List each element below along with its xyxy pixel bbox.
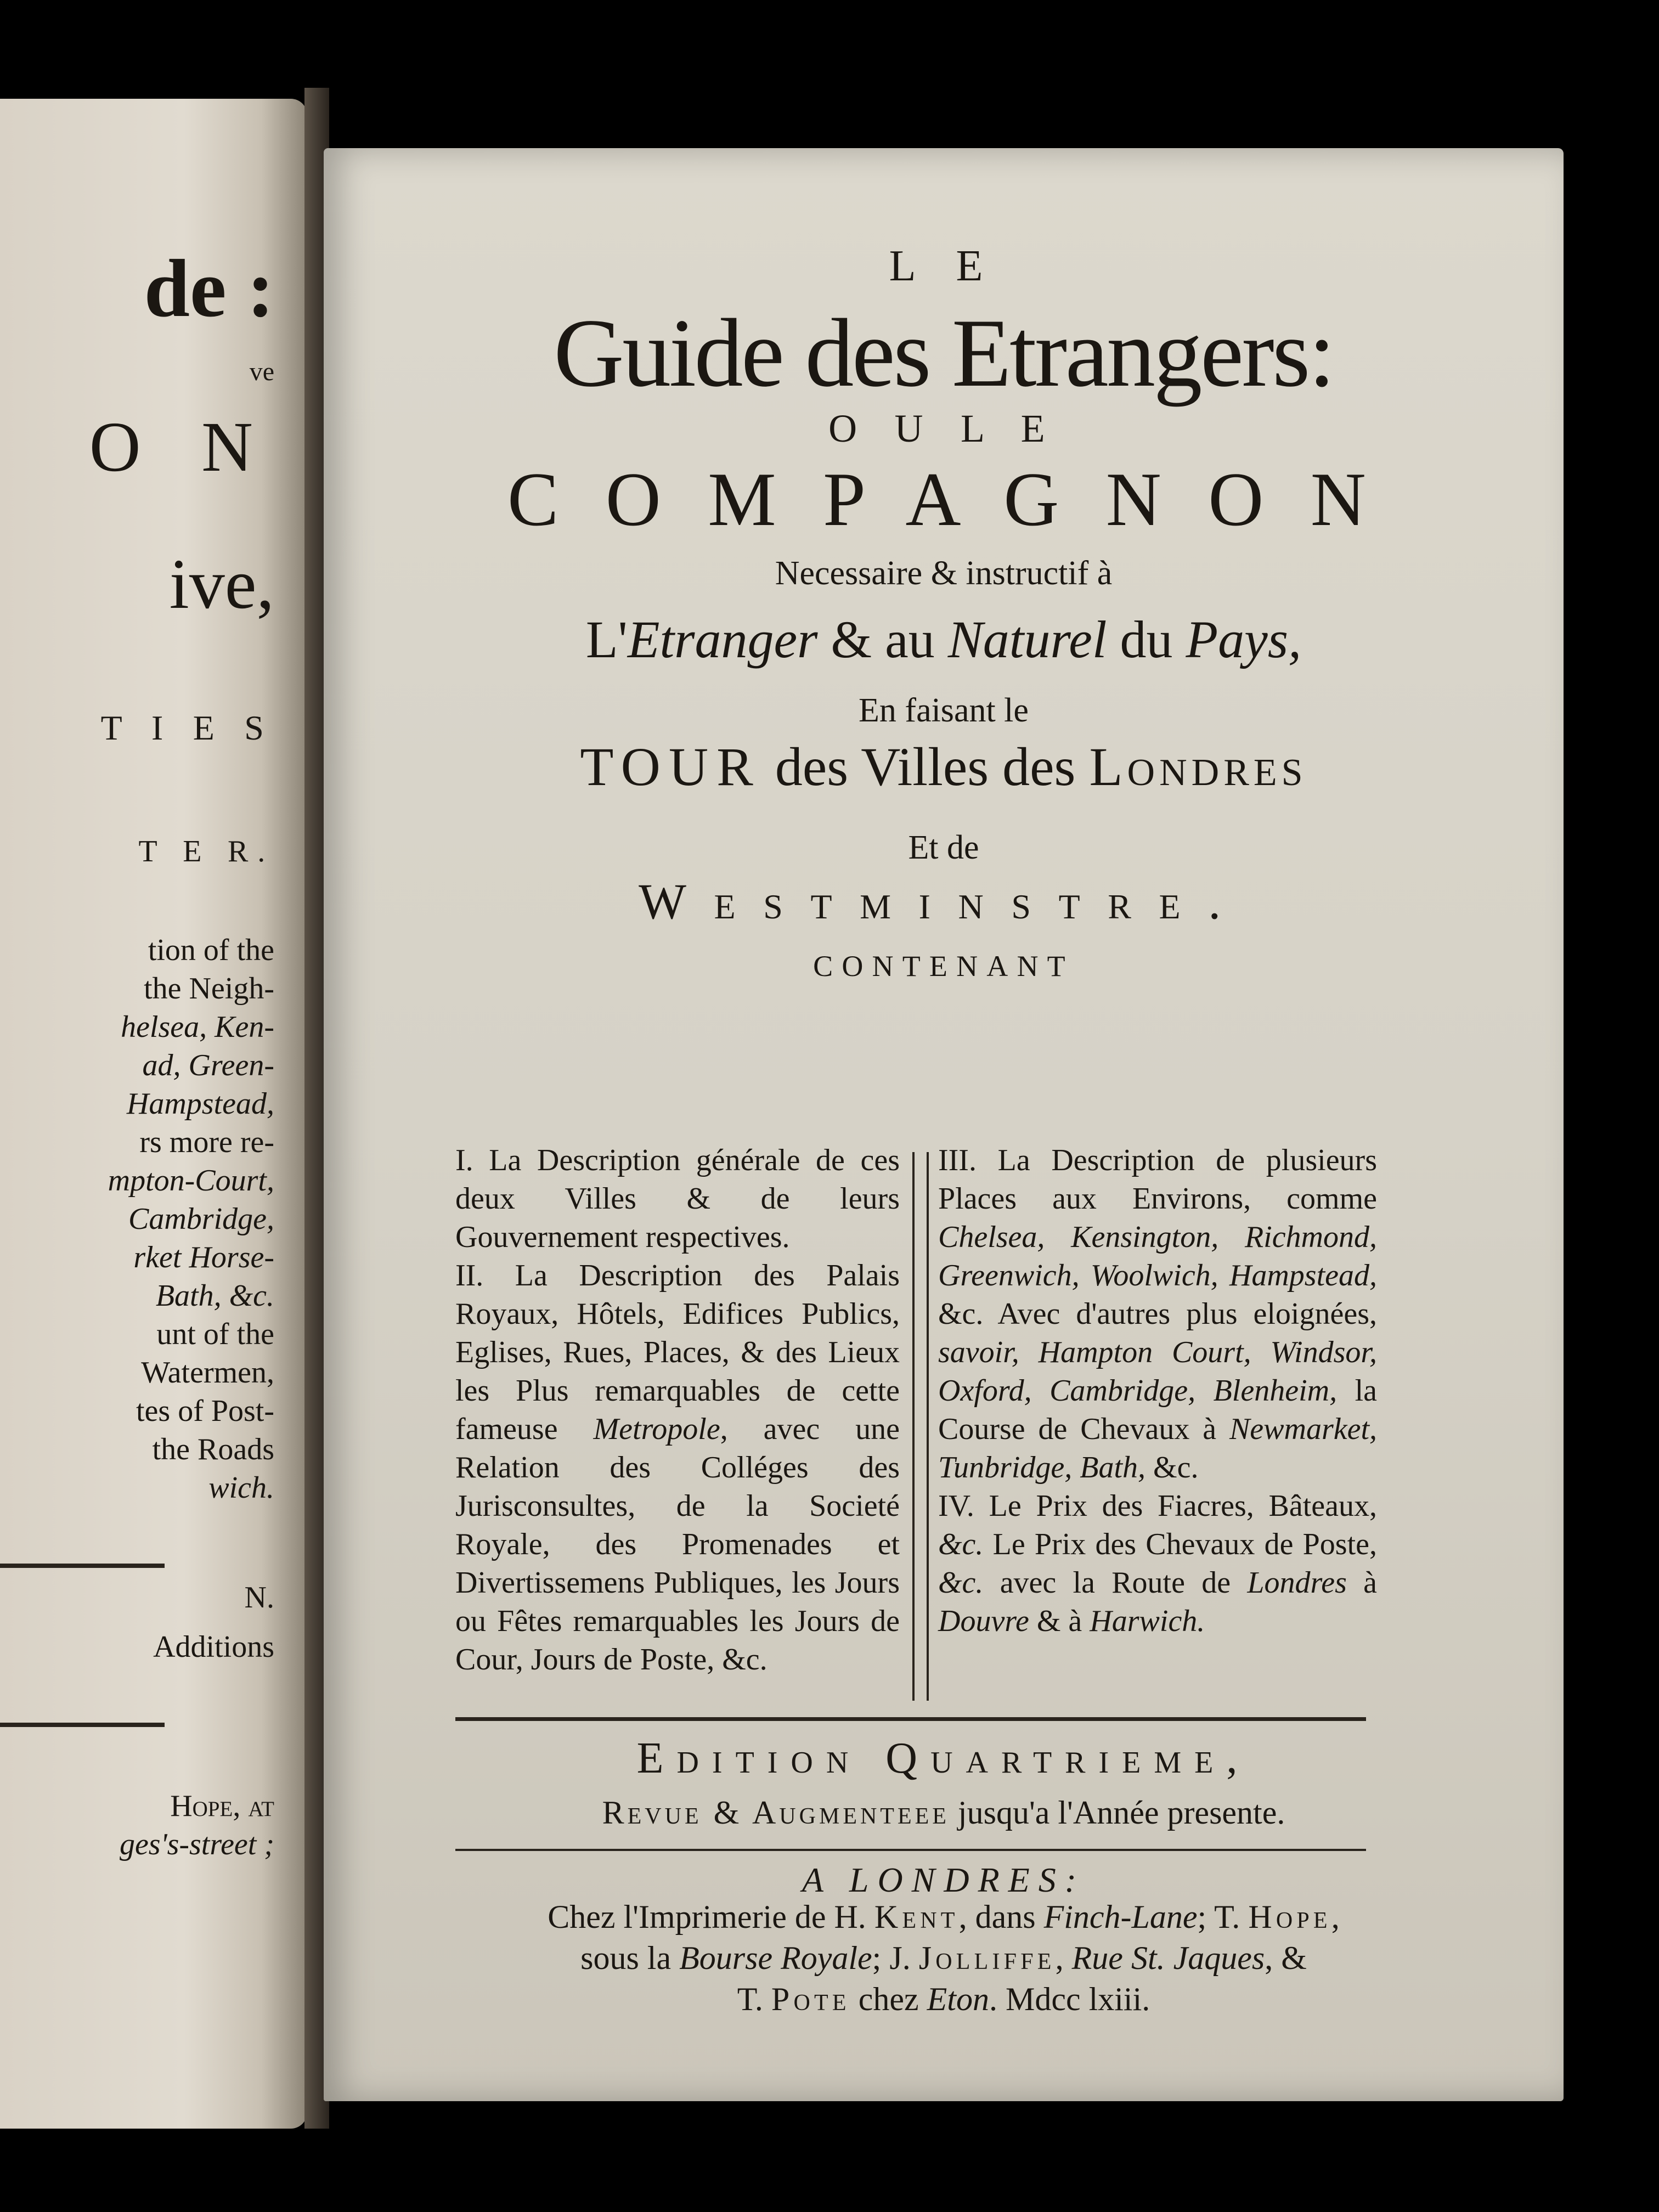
text-span: Harwich. — [1090, 1604, 1205, 1638]
contents-item-3 — [938, 1141, 1377, 1487]
left-fragment: wich. — [208, 1471, 274, 1505]
text-span: &c. — [938, 1566, 984, 1600]
imprint-line-1 — [324, 1898, 1564, 1936]
rule-bottom — [455, 1849, 1366, 1851]
text-span: Jolliffe — [918, 1940, 1056, 1976]
text-span: ; J. — [872, 1940, 919, 1976]
left-fragment: de : — [144, 243, 274, 334]
left-fragment: ad, Green- — [142, 1048, 274, 1082]
title-et-de: Et de — [908, 829, 979, 866]
text-span: Revue & Augmenteee — [602, 1795, 950, 1831]
text-span: à — [1346, 1566, 1377, 1600]
left-fragment: Hampstead, — [126, 1087, 274, 1121]
text-span: Chez l'Imprimerie de H. — [548, 1899, 874, 1935]
imprint-place: A LONDRES: — [802, 1860, 1086, 1899]
text-span: savoir, Hampton Court, Windsor, Oxford, Cambridge, Blenheim, — [938, 1335, 1377, 1408]
text-span: &c. Avec d'autres plus eloignées, — [938, 1297, 1377, 1331]
title-tour-line — [324, 735, 1564, 798]
edition-line-2 — [324, 1794, 1564, 1832]
left-fragment: rs more re- — [139, 1125, 274, 1159]
text-span: IV. Le Prix des Fiacres, Bâteaux, — [938, 1489, 1377, 1523]
title-page — [324, 148, 1564, 2101]
text-span: avec la Route de — [983, 1566, 1248, 1600]
imprint-line-2 — [324, 1939, 1564, 1977]
rule-top — [455, 1717, 1366, 1721]
text-span: Chelsea, Kensington, Richmond, Greenwich, Woolwich, Hampstead, — [938, 1220, 1377, 1293]
text-span: Pote — [771, 1981, 850, 2017]
contents-item-2 — [455, 1256, 900, 1679]
left-fragment: ges's-street ; — [119, 1827, 274, 1861]
text-span: . Mdcc lxiii. — [989, 1981, 1150, 2017]
left-rule — [0, 1723, 165, 1727]
contents-left-column — [455, 1141, 900, 1679]
left-fragment: helsea, Ken- — [121, 1010, 274, 1044]
text-span: &c. — [1146, 1451, 1199, 1485]
text-span: Le Prix des Chevaux de Poste, — [983, 1527, 1377, 1561]
text-span: Eton — [927, 1981, 989, 2017]
text-span: Pays, — [1186, 610, 1302, 669]
text-span: TOUR — [580, 736, 761, 797]
left-fragment: Watermen, — [141, 1356, 274, 1390]
text-span: III. La Description de plusieurs Places aux Environs, comme — [938, 1143, 1377, 1216]
text-span: , — [1331, 1899, 1340, 1935]
title-main: Guide des Etrangers: — [554, 298, 1334, 407]
text-span: , & — [1265, 1940, 1307, 1976]
left-fragment: T I E S — [100, 708, 274, 747]
left-fragment: the Neigh- — [144, 972, 274, 1006]
text-span: ; T. — [1197, 1899, 1249, 1935]
text-span: Newmarket, Tunbridge, Bath, — [938, 1412, 1377, 1485]
text-span: Kent — [874, 1899, 959, 1935]
left-fragment: tion of the — [148, 933, 274, 967]
left-fragment: ve — [249, 357, 274, 386]
title-le: L E — [889, 242, 998, 290]
text-span: sous la — [580, 1940, 680, 1976]
left-fragment: Hope, at — [170, 1789, 274, 1823]
title-en-faisant: En faisant le — [859, 692, 1029, 729]
text-span: T. — [737, 1981, 771, 2017]
edition-line-1: Edition Quartrieme, — [636, 1734, 1251, 1782]
left-fragment: Cambridge, — [128, 1202, 274, 1236]
contenant-heading: CONTENANT — [813, 950, 1074, 983]
contents-item-4 — [938, 1487, 1377, 1640]
text-span: jusqu'a l'Année presente. — [949, 1795, 1285, 1831]
left-rule — [0, 1564, 165, 1568]
text-span: du — [1107, 610, 1186, 669]
title-necessaire: Necessaire & instructif à — [775, 555, 1113, 592]
text-span: Londres — [1247, 1566, 1347, 1600]
left-fragment: ive, — [169, 545, 274, 624]
left-fragment: Bath, &c. — [155, 1279, 274, 1313]
text-span: II. La Description des Palais Royaux, Hôtels, Edifices Publics, Eglises, Rues, Places, & des Lieux les Plus remarquables de cette fameuse — [455, 1259, 900, 1446]
text-span: , — [1055, 1940, 1072, 1976]
text-span: & à — [1029, 1604, 1090, 1638]
text-span: & au — [817, 610, 948, 669]
text-span: Etranger — [627, 610, 818, 669]
text-span: , dans — [958, 1899, 1044, 1935]
text-span: Naturel — [947, 610, 1107, 669]
text-span: Londres — [1089, 736, 1307, 797]
left-fragment: N. — [244, 1581, 274, 1615]
left-fragment: Additions — [153, 1630, 274, 1664]
text-span: Rue St. Jaques — [1071, 1940, 1265, 1976]
left-facing-page — [0, 99, 307, 2129]
column-divider — [912, 1152, 929, 1701]
text-span: des Villes des — [761, 736, 1090, 797]
text-span: Metropole — [593, 1412, 720, 1446]
text-span: Finch-Lane — [1043, 1899, 1198, 1935]
text-span: chez — [850, 1981, 927, 2017]
text-span: Bourse Royale — [679, 1940, 872, 1976]
title-ou-le: O U L E — [828, 407, 1059, 450]
left-fragment: mpton-Court, — [108, 1164, 274, 1198]
left-fragment: unt of the — [156, 1317, 274, 1351]
text-span: , avec une Relation des Colléges des Jurisconsultes, de la Societé Royale, des Promenades et Divertissemens Publiques, les Jours ou Fêtes remarquables les Jours de Cour, Jours de Poste, &c. — [455, 1412, 900, 1677]
text-span: Hope — [1248, 1899, 1331, 1935]
contents-right-column — [938, 1141, 1377, 1640]
contents-item-1: I. La Description générale de ces deux Villes & de leurs Gouvernement respectives. — [455, 1143, 900, 1254]
text-span: &c. — [938, 1527, 984, 1561]
imprint-line-3 — [324, 1980, 1564, 2018]
left-fragment: T E R. — [138, 834, 274, 868]
text-span: la Course de Chevaux à — [938, 1374, 1378, 1446]
left-fragment: O N — [89, 408, 274, 487]
text-span: L' — [585, 610, 628, 669]
left-fragment: the Roads — [152, 1432, 274, 1466]
text-span: Douvre — [938, 1604, 1029, 1638]
title-etranger-line — [324, 609, 1564, 670]
left-fragment: rket Horse- — [133, 1240, 274, 1274]
title-compagnon: C O M P A G N O N — [507, 457, 1380, 542]
title-westminstre: Westminstre. — [639, 873, 1249, 929]
left-fragment: tes of Post- — [136, 1394, 274, 1428]
